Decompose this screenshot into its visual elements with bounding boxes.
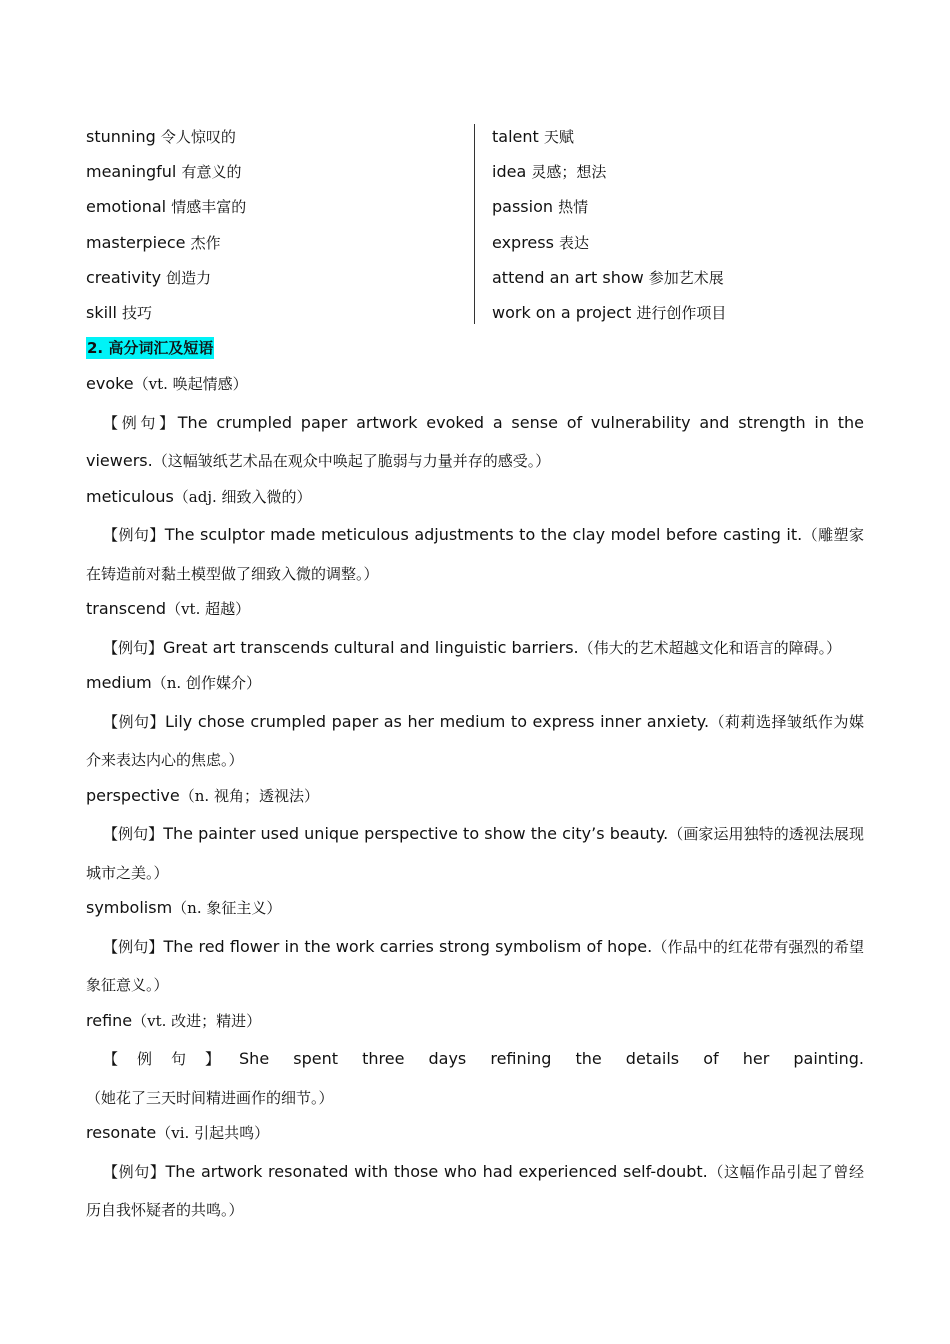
example-marker: 【例句】 [103, 937, 164, 956]
vocab-row [86, 228, 246, 263]
example-sentence-block [86, 1040, 864, 1117]
entry-part-of-speech: （vi. 引起共鸣） [156, 1124, 270, 1142]
entry-headword [86, 368, 864, 404]
vocab-row [492, 157, 726, 192]
example-sentence-block [86, 928, 864, 1005]
example-sentence: The crumpled paper artwork evoked a sense of vulnerability and strength in the viewers. [86, 412, 864, 470]
vocab-translation: 天赋 [543, 128, 574, 146]
entry-part-of-speech: （vt. 改进；精进） [132, 1011, 262, 1030]
vocab-translation: 令人惊叹的 [160, 128, 236, 146]
example-marker: 【例句】 [103, 712, 165, 731]
entry-word: refine [86, 1010, 133, 1030]
column-divider [474, 124, 475, 324]
example-sentence-block [86, 703, 864, 780]
entry-headword [86, 780, 864, 816]
vocab-word: attend an art show [492, 267, 644, 287]
vocab-word: emotional [86, 197, 167, 217]
vocab-row [86, 298, 246, 333]
entry-headword [86, 1005, 864, 1041]
entry-word: perspective [86, 785, 180, 805]
entry-word: transcend [86, 599, 167, 618]
example-marker: 【例句】 [103, 1162, 166, 1181]
vocabulary-table [86, 122, 866, 326]
vocab-word: skill [86, 302, 117, 322]
vocab-row [492, 263, 726, 298]
example-sentence: Lily chose crumpled paper as her medium to express inner anxiety. [164, 711, 710, 731]
entry-headword [86, 593, 864, 629]
vocab-translation: 灵感；想法 [531, 163, 607, 182]
entry-word: symbolism [86, 898, 173, 917]
entry-word: evoke [86, 374, 134, 393]
entry-part-of-speech: （n. 创作媒介） [151, 674, 261, 692]
example-sentence: The artwork resonated with those who had experienced self-doubt. [165, 1161, 708, 1181]
vocab-row [86, 122, 246, 157]
entry-part-of-speech: （adj. 细致入微的） [173, 487, 312, 506]
entry-headword [86, 481, 864, 517]
example-translation: （雕塑家在铸造前对黏土模型做了细致入微的调整。） [86, 526, 864, 583]
vocab-word: idea [492, 162, 527, 182]
vocab-translation: 有意义的 [181, 163, 242, 182]
example-sentence-block [86, 1153, 864, 1230]
entry-word: resonate [86, 1123, 157, 1142]
example-translation: （画家运用独特的透视法展现城市之美。） [86, 825, 864, 882]
example-sentence: The red flower in the work carries strong symbolism of hope. [163, 936, 653, 956]
example-sentence-block [86, 629, 864, 668]
vocab-word: talent [492, 127, 539, 146]
vocab-translation: 杰作 [190, 233, 221, 252]
example-translation: （她花了三天时间精进画作的细节。） [86, 1088, 334, 1107]
example-sentence: The sculptor made meticulous adjustments to the clay model before casting it. [164, 525, 803, 544]
example-sentence-block [86, 815, 864, 892]
example-translation: （作品中的红花带有强烈的希望象征意义。） [86, 937, 864, 994]
example-sentence: Great art transcends cultural and linguistic barriers. [163, 637, 579, 657]
entry-word: medium [86, 673, 152, 692]
vocab-translation: 情感丰富的 [171, 198, 247, 217]
vocab-word: masterpiece [86, 232, 186, 252]
entry-headword [86, 1117, 864, 1153]
vocab-row [86, 157, 246, 192]
example-sentence-block [86, 516, 864, 593]
vocab-word: meaningful [86, 162, 177, 182]
entry-part-of-speech: （vt. 唤起情感） [133, 375, 248, 393]
example-sentence-block [86, 404, 864, 481]
example-marker: 【例句】 [103, 825, 164, 843]
vocab-row [86, 263, 246, 298]
vocab-row [492, 228, 726, 263]
vocab-word: passion [492, 197, 554, 217]
entry-headword [86, 667, 864, 703]
vocab-word: express [492, 232, 554, 252]
section-heading: 2. 高分词汇及短语 [87, 339, 214, 357]
vocab-word: creativity [86, 267, 162, 287]
vocab-word: work on a project [492, 302, 632, 322]
example-marker: 【例句】 [103, 526, 165, 544]
example-translation: （伟大的艺术超越文化和语言的障碍。） [578, 638, 842, 657]
entry-part-of-speech: （n. 象征主义） [172, 899, 282, 917]
example-marker: 【例句】 [103, 638, 164, 657]
vocab-word: stunning [86, 127, 156, 146]
vocab-translation: 创造力 [166, 268, 212, 287]
entry-word: meticulous [86, 486, 174, 506]
example-translation: （这幅皱纸艺术品在观众中唤起了脆弱与力量并存的感受。） [152, 452, 551, 470]
example-translation: （这幅作品引起了曾经历自我怀疑者的共鸣。） [86, 1162, 864, 1219]
vocabulary-column-left [86, 122, 246, 333]
entry-part-of-speech: （vt. 超越） [166, 600, 251, 618]
vocabulary-entries [86, 368, 864, 1230]
vocabulary-column-right [492, 122, 726, 333]
vocab-translation: 表达 [559, 233, 590, 252]
vocab-row [86, 192, 246, 227]
example-sentence: She spent three days refining the details of her painting. [239, 1049, 864, 1068]
example-marker: 【例句】 [103, 1050, 240, 1068]
vocab-translation: 参加艺术展 [648, 268, 724, 287]
vocab-translation: 技巧 [122, 303, 153, 322]
example-marker: 【例句】 [103, 413, 178, 432]
example-sentence: The painter used unique perspective to show the city’s beauty. [163, 824, 669, 843]
vocab-row [492, 298, 726, 333]
entry-headword [86, 892, 864, 928]
vocab-row [492, 122, 726, 157]
vocab-translation: 热情 [558, 198, 589, 217]
example-translation: （莉莉选择皱纸作为媒介来表达内心的焦虑。） [86, 712, 864, 769]
vocab-translation: 进行创作项目 [636, 303, 727, 322]
vocab-row [492, 192, 726, 227]
entry-part-of-speech: （n. 视角；透视法） [179, 786, 319, 805]
